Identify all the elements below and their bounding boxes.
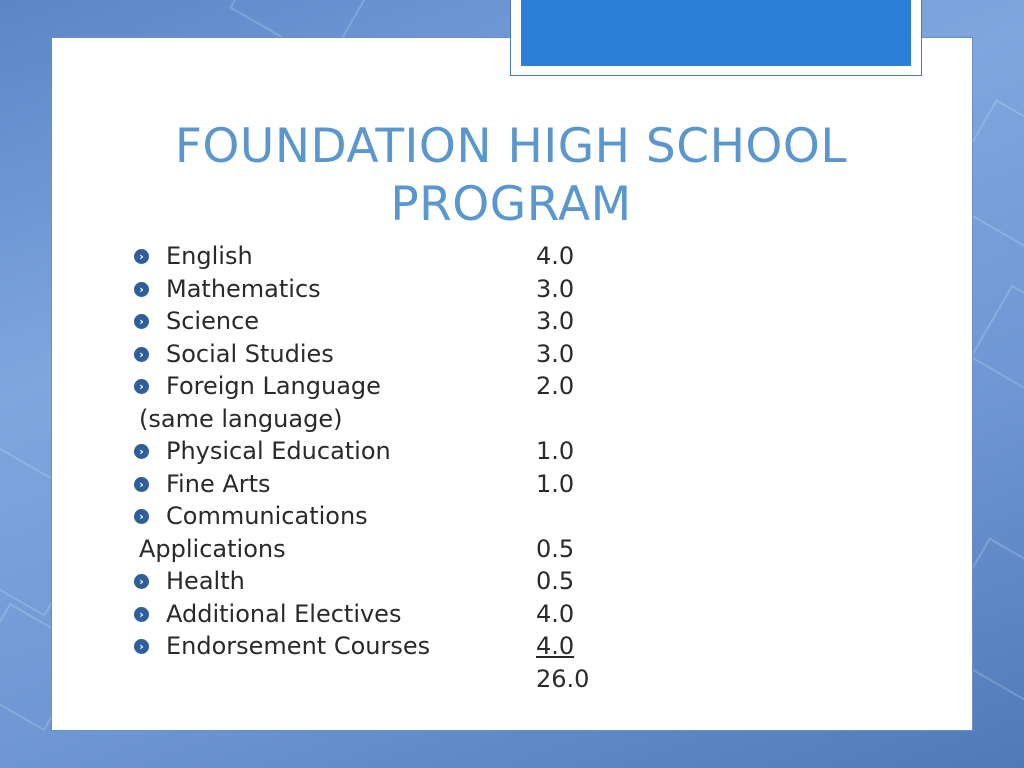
credit-value: 1.0 — [536, 469, 575, 498]
list-item — [134, 273, 734, 306]
course-list — [134, 240, 734, 695]
course-label: Communications — [166, 502, 368, 530]
list-item — [134, 240, 734, 273]
list-item — [134, 370, 734, 403]
credit-value: 3.0 — [536, 307, 575, 335]
course-label: Additional Electives — [166, 599, 402, 628]
chevron-circle-icon: › — [134, 607, 149, 622]
list-item — [134, 468, 734, 501]
credit-value: 3.0 — [536, 339, 575, 368]
list-item — [134, 338, 734, 371]
chevron-circle-icon: › — [134, 379, 149, 394]
credit-value: 2.0 — [536, 372, 575, 400]
slide-title — [51, 118, 971, 234]
list-item — [134, 598, 734, 631]
credit-value: 3.0 — [536, 274, 575, 303]
credit-value: 4.0 — [536, 599, 575, 628]
course-label: Endorsement Courses — [166, 632, 431, 660]
course-label: Physical Education — [166, 437, 391, 465]
list-item — [134, 403, 734, 436]
chevron-circle-icon: › — [134, 347, 149, 362]
list-item — [134, 663, 734, 696]
list-item — [134, 565, 734, 598]
chevron-circle-icon: › — [134, 444, 149, 459]
total-credits: 26.0 — [536, 664, 590, 693]
list-item — [134, 305, 734, 338]
course-label: Science — [166, 307, 260, 335]
credit-value: 4.0 — [536, 242, 575, 270]
title-accent-fill — [521, 0, 911, 66]
chevron-circle-icon: › — [134, 314, 149, 329]
credit-value: 0.5 — [536, 567, 575, 595]
course-label: Applications — [139, 534, 286, 563]
chevron-circle-icon: › — [134, 249, 149, 264]
course-label: Health — [166, 567, 245, 595]
course-label: English — [166, 242, 253, 270]
credit-value: 1.0 — [536, 437, 575, 465]
list-item — [134, 630, 734, 663]
credit-value: 4.0 — [536, 632, 575, 660]
list-item — [134, 435, 734, 468]
chevron-circle-icon: › — [134, 574, 149, 589]
course-label: Mathematics — [166, 274, 321, 303]
chevron-circle-icon: › — [134, 639, 149, 654]
list-item — [134, 533, 734, 566]
title-accent-tab — [510, 0, 922, 76]
list-item — [134, 500, 734, 533]
chevron-circle-icon: › — [134, 477, 149, 492]
course-label: Fine Arts — [166, 469, 271, 498]
course-label: Foreign Language — [166, 372, 381, 400]
course-label: (same language) — [139, 404, 343, 433]
chevron-circle-icon: › — [134, 282, 149, 297]
chevron-circle-icon: › — [134, 509, 149, 524]
course-label: Social Studies — [166, 339, 334, 368]
credit-value: 0.5 — [536, 534, 575, 563]
slide-title-text: FOUNDATION HIGH SCHOOL PROGRAM — [174, 119, 848, 232]
